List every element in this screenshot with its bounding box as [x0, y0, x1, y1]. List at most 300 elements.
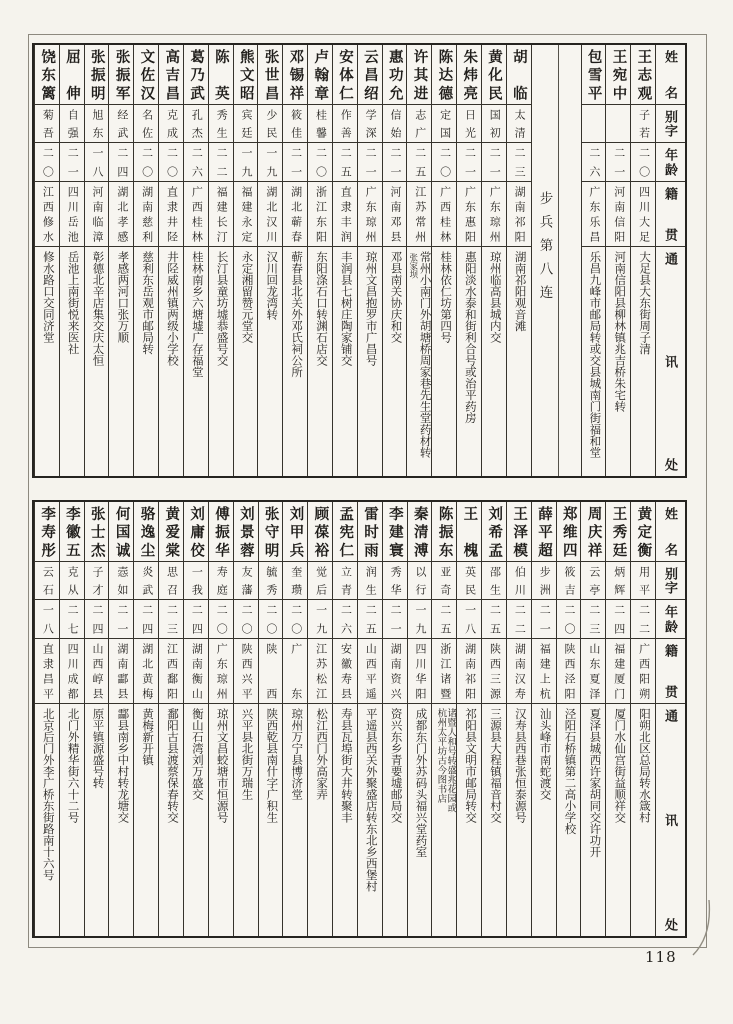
entry-origin: 直隶井陉 [165, 186, 178, 242]
entry-origin: 广东乐昌 [587, 186, 600, 242]
entry-cell-address [159, 247, 183, 476]
entry-column [605, 502, 630, 936]
entry-cell-name [35, 45, 59, 105]
header-cell-age [656, 143, 685, 182]
entry-address: 原平镇源盛号转 [91, 708, 104, 789]
entry-cell-name [407, 45, 431, 105]
entry-cell-name [582, 45, 606, 105]
entry-origin: 福建永定 [239, 186, 252, 242]
entry-origin: 广东琼州 [215, 643, 228, 699]
entry-cell-age [358, 600, 382, 639]
entry-column [84, 45, 109, 476]
entry-cell-alias [383, 562, 407, 600]
entry-cell-origin [457, 182, 481, 247]
entry-cell-address [159, 704, 183, 936]
entry-age: 二一 [488, 147, 501, 177]
entry-alias: 秀华 [389, 566, 402, 595]
entry-cell-alias [184, 105, 208, 143]
entry-name: 黄爱棠 [163, 506, 180, 557]
entry-name: 陈英 [212, 49, 229, 100]
entry-alias: 润生 [364, 566, 377, 595]
entry-origin: 湖北孝感 [115, 186, 128, 242]
entry-cell-origin [308, 182, 332, 247]
entry-cell-origin [184, 639, 208, 704]
entry-name: 包雪平 [585, 49, 602, 100]
entry-address: 孝感两河口张万顺 [116, 251, 129, 343]
entry-cell-origin [333, 182, 357, 247]
entry-cell-origin [184, 182, 208, 247]
entry-cell-origin [209, 182, 233, 247]
entry-cell-origin [631, 182, 655, 247]
entry-origin: 福建长汀 [215, 186, 228, 242]
entry-cell-name [109, 502, 133, 562]
entry-cell-age [457, 143, 481, 182]
entry-cell-origin [358, 639, 382, 704]
entry-cell-alias [259, 562, 283, 600]
entry-column [233, 45, 258, 476]
entry-name: 张振军 [113, 49, 130, 100]
entry-cell-origin [283, 182, 307, 247]
header-age-label: 年龄 [663, 605, 678, 633]
entry-alias: 自强 [66, 109, 79, 138]
entry-age: 二六 [587, 147, 600, 177]
entry-name: 陈达德 [436, 49, 453, 100]
entry-alias: 云石 [41, 566, 54, 595]
entry-address: 陕西乾县南什字广积生 [265, 708, 278, 823]
entry-cell-alias [333, 562, 357, 600]
entry-alias: 炎武 [140, 566, 153, 595]
entry-column [581, 45, 606, 476]
entry-cell-address [507, 704, 531, 936]
entry-cell-alias [109, 562, 133, 600]
entry-age: 二七 [66, 604, 79, 634]
entry-cell-alias [184, 562, 208, 600]
entry-column [59, 45, 84, 476]
entry-address: 河南信阳县柳林镇兆吉桥朱宅转 [613, 251, 626, 412]
entry-address: 长汀县童坊墟恭盛号交 [215, 251, 228, 366]
entry-cell-age [134, 143, 158, 182]
entry-cell-name [432, 502, 456, 562]
entry-origin: 广西阳朔 [637, 643, 650, 699]
entry-origin: 四川华阳 [413, 643, 426, 699]
entry-name: 王宛中 [610, 49, 627, 100]
header-address-label: 通讯处 [663, 252, 678, 471]
entry-cell-age [35, 600, 59, 639]
header-origin-label: 籍贯 [663, 187, 678, 241]
entry-name: 雷时雨 [362, 506, 379, 557]
entry-origin: 浙江东阳 [314, 186, 327, 242]
entry-cell-alias [283, 562, 307, 600]
entry-name: 刘庸佼 [188, 506, 205, 557]
entry-column [506, 45, 531, 476]
unit-label: 步兵第八连 [537, 191, 553, 309]
entry-name: 许其进 [411, 49, 428, 100]
entry-address: 黄梅新开镇 [141, 708, 154, 766]
entry-cell-origin [557, 639, 581, 704]
entry-alias: 作善 [339, 109, 352, 138]
entry-alias: 子才 [91, 566, 104, 595]
entry-cell-age [606, 600, 630, 639]
entry-cell-origin [159, 639, 183, 704]
entry-cell-origin [482, 639, 506, 704]
entry-name: 何国诚 [113, 506, 130, 557]
entry-column [332, 502, 357, 936]
entry-cell-alias [258, 105, 282, 143]
entry-column [307, 45, 332, 476]
entry-cell-age [432, 143, 456, 182]
entry-cell-address [258, 247, 282, 476]
entry-address: 平遥县西关外聚盛店转东北乡西堡村 [364, 708, 377, 892]
entry-origin: 江苏常州 [413, 186, 426, 242]
entry-address: 乐昌九峰市邮局转或交县城南门街福和堂 [588, 251, 601, 458]
entry-name: 安体仁 [337, 49, 354, 100]
entry-cell-address [109, 704, 133, 936]
entry-origin: 四川岳池 [66, 186, 79, 242]
entry-cell-origin [109, 639, 133, 704]
entry-origin: 广东惠阳 [463, 186, 476, 242]
entry-name: 卢翰章 [312, 49, 329, 100]
entry-alias: 克成 [165, 109, 178, 138]
header-alias-label: 别字 [663, 110, 678, 137]
entry-alias: 步洲 [538, 566, 551, 595]
entry-age: 二四 [190, 604, 203, 634]
entry-cell-origin [333, 639, 357, 704]
entry-alias: 信始 [388, 109, 401, 138]
entry-cell-name [234, 45, 258, 105]
entry-address: 阳朔北区总局转水箴村 [638, 708, 651, 823]
entry-cell-age [631, 143, 655, 182]
entry-cell-origin [507, 639, 531, 704]
entry-cell-alias [60, 105, 84, 143]
entry-cell-alias [35, 562, 59, 600]
entry-name: 朱炜亮 [461, 49, 478, 100]
entry-alias: 邵生 [488, 566, 501, 595]
entry-cell-origin [209, 639, 233, 704]
header-cell-origin [656, 639, 685, 704]
entry-alias: 学深 [364, 109, 377, 138]
entry-cell-address [234, 247, 258, 476]
entry-cell-age [507, 600, 531, 639]
entry-column [257, 45, 282, 476]
entry-name: 胡临 [510, 49, 527, 100]
entry-cell-alias [457, 105, 481, 143]
entry-origin: 安徽寿县 [339, 643, 352, 699]
entry-alias: 筱佳 [289, 109, 302, 138]
entry-cell-age [383, 600, 407, 639]
entry-cell-alias [109, 105, 133, 143]
entry-alias: 伯川 [513, 566, 526, 595]
entry-cell-origin [606, 182, 630, 247]
entry-cell-name [209, 502, 233, 562]
entry-alias: 一我 [190, 566, 203, 595]
entry-cell-address [383, 247, 407, 476]
entry-name: 饶东篱 [39, 49, 56, 100]
entry-alias: 太清 [513, 109, 526, 138]
entry-cell-alias [358, 105, 382, 143]
entry-cell-address [457, 247, 481, 476]
entry-cell-origin [60, 182, 84, 247]
entry-cell-age [209, 600, 233, 639]
entry-cell-origin [582, 182, 606, 247]
unit-spacer [558, 45, 581, 476]
entry-column [158, 45, 183, 476]
entry-cell-name [308, 45, 332, 105]
entry-cell-alias [582, 105, 606, 143]
entry-origin: 湖南祁阳 [513, 186, 526, 242]
entry-cell-alias [457, 562, 481, 600]
entry-origin: 山西平遥 [364, 643, 377, 699]
entry-cell-address [581, 704, 605, 936]
entry-age: 二一 [115, 604, 128, 634]
entry-age: 二五 [438, 604, 451, 634]
entry-address: 琼州临高县城内交 [488, 251, 501, 343]
entry-name: 张士杰 [88, 506, 105, 557]
entry-cell-age [283, 143, 307, 182]
entry-cell-address [333, 704, 357, 936]
entry-cell-origin [308, 639, 332, 704]
entry-age: 二五 [364, 604, 377, 634]
entry-cell-name [60, 502, 84, 562]
entry-cell-name [283, 502, 307, 562]
entry-age: 一八 [463, 604, 476, 634]
entry-cell-age [308, 600, 332, 639]
entry-address: 桂林南乡六塘墟广存福堂 [190, 251, 203, 378]
entry-origin: 湖北蕲春 [289, 186, 302, 242]
entry-alias: 定国 [438, 109, 451, 138]
entry-column [158, 502, 183, 936]
entry-cell-address [631, 704, 655, 936]
entry-cell-alias [432, 562, 456, 600]
entry-age: 二六 [339, 604, 352, 634]
entry-age: 二二 [513, 604, 526, 634]
header-cell-origin [656, 182, 685, 247]
entry-cell-address [532, 704, 556, 936]
entry-name: 张世昌 [262, 49, 279, 100]
entry-address: 鄱阳古县渡蔡保春转交 [166, 708, 179, 823]
entry-cell-name [557, 502, 581, 562]
top-table-header-column [655, 45, 685, 476]
entry-cell-origin [407, 182, 431, 247]
entry-name: 刘景蓉 [237, 506, 254, 557]
entry-address: 邓县南关协庆和交 [389, 251, 402, 343]
entry-cell-alias [209, 105, 233, 143]
entry-column [357, 502, 382, 936]
entry-cell-origin [258, 182, 282, 247]
entry-cell-address [482, 704, 506, 936]
entry-address: 岳池上南街悦来医社 [66, 251, 79, 355]
entry-age: 二一 [389, 604, 402, 634]
entry-alias: 立青 [339, 566, 352, 595]
entry-cell-alias [308, 105, 332, 143]
entry-cell-age [581, 600, 605, 639]
header-cell-address [656, 247, 685, 476]
header-alias-label: 别字 [663, 567, 678, 594]
entry-age: 二三 [513, 147, 526, 177]
entry-alias: 志广 [413, 109, 426, 138]
entry-cell-name [358, 45, 382, 105]
entry-alias: 云亭 [587, 566, 600, 595]
entry-cell-origin [35, 639, 59, 704]
entry-origin: 广西桂林 [190, 186, 203, 242]
entry-cell-name [358, 502, 382, 562]
entry-column [630, 502, 655, 936]
entry-cell-alias [35, 105, 59, 143]
entry-origin: 广西桂林 [438, 186, 451, 242]
entry-address: 寿县瓦埠街大井转聚丰 [339, 708, 352, 823]
entry-cell-address [408, 704, 432, 936]
entry-cell-age [85, 600, 109, 639]
entry-address: 兴平县北街万瑞生 [240, 708, 253, 800]
entry-cell-alias [581, 562, 605, 600]
entry-column [406, 45, 431, 476]
entry-address: 北门外精华街六十二号 [66, 708, 79, 823]
entry-cell-age [35, 143, 59, 182]
entry-cell-address [85, 247, 109, 476]
entry-origin: 浙江诸暨 [438, 643, 451, 699]
entry-cell-name [581, 502, 605, 562]
entry-cell-alias [482, 105, 506, 143]
entry-age: 二一 [612, 147, 625, 177]
entry-cell-address [631, 247, 655, 476]
entry-alias: 桂馨 [314, 109, 327, 138]
entry-origin: 陕西 [264, 643, 277, 699]
entry-cell-name [308, 502, 332, 562]
entry-alias: 英民 [463, 566, 476, 595]
entry-cell-address [432, 704, 456, 936]
entry-column [233, 502, 258, 936]
entry-name: 邓锡祥 [287, 49, 304, 100]
entry-name: 顾葆裕 [312, 506, 329, 557]
entry-cell-alias [507, 562, 531, 600]
entry-address: 成都东门外苏码头福兴堂药室 [414, 708, 427, 858]
entry-cell-age [407, 143, 431, 182]
header-name-label: 姓名 [663, 507, 678, 556]
entry-cell-age [259, 600, 283, 639]
entry-cell-name [457, 502, 481, 562]
entry-cell-alias [333, 105, 357, 143]
entry-address: 永定湘留赞元堂交 [240, 251, 253, 343]
entry-cell-age [85, 143, 109, 182]
entry-cell-address [35, 704, 59, 936]
entry-column [382, 502, 407, 936]
entry-column [133, 502, 158, 936]
entry-cell-address [60, 247, 84, 476]
entry-address: 汉寿县西巷张恒泰源号 [513, 708, 526, 823]
entry-cell-alias [85, 562, 109, 600]
entry-cell-age [482, 143, 506, 182]
entry-origin: 陕西兴平 [240, 643, 253, 699]
entry-cell-alias [60, 562, 84, 600]
entry-column [34, 502, 59, 936]
entry-cell-address [308, 704, 332, 936]
entry-column [183, 502, 208, 936]
entry-address: 泾阳石桥镇第二高小学校 [563, 708, 576, 835]
entry-cell-address [85, 704, 109, 936]
entry-alias: 秀生 [215, 109, 228, 138]
entry-age: 二四 [140, 604, 153, 634]
entry-name: 王秀廷 [610, 506, 627, 557]
entry-alias: 奎瓒 [289, 566, 302, 595]
entry-name: 王槐 [461, 506, 478, 557]
entry-cell-age [631, 600, 655, 639]
entry-cell-address [407, 247, 431, 476]
entry-origin: 四川成都 [66, 643, 79, 699]
entry-column [580, 502, 605, 936]
entry-origin: 广东琼州 [488, 186, 501, 242]
entry-address: 常州小南门外胡塘桥周家巷先生堂药材转 张家坝 [408, 251, 431, 458]
entry-cell-alias [159, 105, 183, 143]
entry-address: 慈利东岳观市邮局转 [141, 251, 154, 355]
entry-cell-origin [134, 182, 158, 247]
entry-column [84, 502, 109, 936]
entry-cell-alias [383, 105, 407, 143]
entry-cell-age [109, 143, 133, 182]
entry-cell-age [109, 600, 133, 639]
entry-name: 刘希孟 [486, 506, 503, 557]
entry-alias: 友藩 [240, 566, 253, 595]
entry-column [59, 502, 84, 936]
entry-age: 二〇 [140, 147, 153, 177]
entry-cell-alias [482, 562, 506, 600]
entry-column [357, 45, 382, 476]
header-origin-label: 籍贯 [663, 644, 678, 698]
entry-cell-age [333, 600, 357, 639]
entry-cell-address [234, 704, 258, 936]
entry-alias: 用平 [637, 566, 650, 595]
entry-cell-name [85, 45, 109, 105]
entry-cell-age [432, 600, 456, 639]
entry-name: 王志观 [635, 49, 652, 100]
entry-cell-address [184, 247, 208, 476]
entry-cell-origin [631, 639, 655, 704]
entry-cell-address [184, 704, 208, 936]
entry-cell-address [109, 247, 133, 476]
entry-cell-origin [85, 182, 109, 247]
entry-address: 琼州文昌蛟塘市恒源号 [215, 708, 228, 823]
entry-origin: 陕西三源 [488, 643, 501, 699]
entry-cell-origin [259, 639, 283, 704]
entry-column [407, 502, 432, 936]
entry-name: 李徽五 [63, 506, 80, 557]
entry-alias: 亚奇 [438, 566, 451, 595]
entry-cell-alias [532, 562, 556, 600]
entry-cell-alias [159, 562, 183, 600]
entry-cell-age [159, 143, 183, 182]
entry-age: 二〇 [165, 147, 178, 177]
entry-age: 二五 [339, 147, 352, 177]
entry-cell-origin [109, 182, 133, 247]
entry-cell-age [557, 600, 581, 639]
entry-age: 二一 [538, 604, 551, 634]
entry-cell-address [557, 704, 581, 936]
entry-cell-address [134, 704, 158, 936]
entry-cell-name [159, 502, 183, 562]
entry-address: 井陉威州镇两级小学校 [165, 251, 178, 366]
bottom-table [32, 500, 687, 938]
entry-origin: 江西鄱阳 [165, 643, 178, 699]
entry-cell-origin [383, 639, 407, 704]
entry-cell-name [85, 502, 109, 562]
entry-cell-name [134, 502, 158, 562]
entry-cell-alias [631, 105, 655, 143]
entry-address: 北京后门外李广桥东街路南十六号 [41, 708, 54, 881]
entry-column [133, 45, 158, 476]
entry-age: 二二 [215, 147, 228, 177]
entry-column [431, 45, 456, 476]
entry-cell-age [606, 143, 630, 182]
entry-cell-name [333, 45, 357, 105]
entry-column [108, 502, 133, 936]
